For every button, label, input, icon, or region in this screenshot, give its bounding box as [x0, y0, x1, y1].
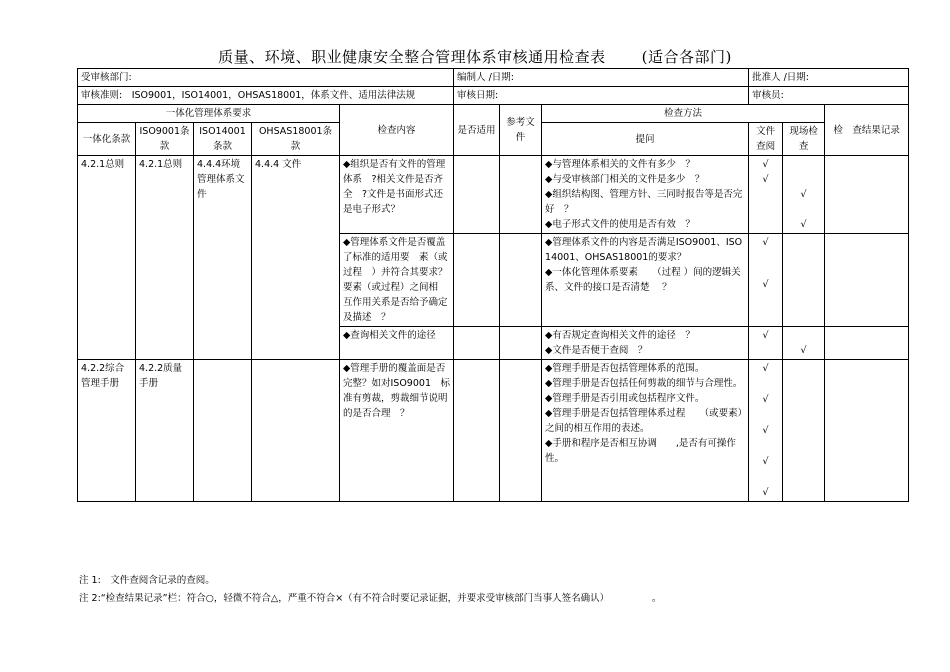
result-cell [825, 327, 909, 360]
doc-review-cell [749, 156, 783, 234]
question-line: ◆管理体系文件的内容是否满足ISO9001、ISO14001、OHSAS18001的要求？ [545, 237, 743, 263]
table-row [78, 360, 909, 502]
reference-cell [500, 327, 542, 360]
applicable-cell [454, 156, 500, 234]
question-line: ◆电子形式文件的使用是否有效 ？ [545, 219, 695, 230]
check-mark: √ [762, 456, 769, 467]
result-cell [825, 360, 909, 502]
question-line: ◆管理手册是否包括管理体系过程 （或要素）之间的相互作用的表述。 [545, 408, 743, 434]
question-cell [542, 360, 749, 502]
question-line: ◆与管理体系相关的文件有多少 ？ [545, 159, 695, 170]
ohsas-clause-cell: 4.4.4 文件 [252, 156, 340, 360]
site-check-cell [783, 156, 825, 234]
title-suffix: (适合各部门) [641, 48, 732, 66]
check-mark: √ [800, 219, 807, 230]
requirements-group-header: 一体化管理体系要求 [78, 105, 340, 123]
content-cell: ◆管理手册的覆盖面是否完整？如对ISO9001 标准有剪裁，剪裁细节说明的是否合理 ？ [340, 360, 454, 502]
result-cell [825, 234, 909, 327]
content-cell: ◆查询相关文件的途径 [340, 327, 454, 360]
editor-cell: 编制人 /日期: [454, 69, 749, 87]
iso9001-clause-cell: 4.2.1总则 [136, 156, 194, 360]
auditor-cell: 审核员: [749, 87, 909, 105]
ohsas-header: OHSAS18001条款 [252, 123, 340, 156]
question-line: ◆管理手册是否包括管理体系的范围。 [545, 363, 705, 374]
dept-cell: 受审核部门: [78, 69, 454, 87]
criteria-cell: 审核准则: ISO9001，ISO14001，OHSAS18001，体系文件、适用法律法规 [78, 87, 454, 105]
question-line: ◆管理手册是否包括任何剪裁的细节与合理性。 [545, 378, 743, 389]
doc-review-cell [749, 234, 783, 327]
iso14001-clause-cell [194, 360, 252, 502]
table-row [78, 156, 909, 234]
reference-header: 参考文件 [500, 105, 542, 156]
checklist-table [77, 68, 909, 502]
check-mark: √ [762, 394, 769, 405]
integrated-clause-cell: 4.2.2综合管理手册 [78, 360, 136, 502]
applicable-cell [454, 327, 500, 360]
question-line: ◆一体化管理体系要素 （过程 ）间的逻辑关系、文件的接口是否清楚 ？ [545, 267, 741, 293]
reference-cell [500, 360, 542, 502]
question-cell [542, 156, 749, 234]
question-line: ◆与受审核部门相关的文件是多少 ？ [545, 174, 705, 185]
site-check-header: 现场检查 [783, 123, 825, 156]
check-mark: √ [762, 174, 769, 185]
approver-cell: 批准人 /日期: [749, 69, 909, 87]
check-mark: √ [762, 330, 769, 341]
site-check-cell [783, 360, 825, 502]
check-mark: √ [762, 159, 769, 170]
applicable-header: 是否适用 [454, 105, 500, 156]
question-line: ◆手册和程序是否相互协调 ,是否有可操作性。 [545, 438, 736, 464]
footnote-1: 注 1: 文件查阅含记录的查阅。 [79, 575, 215, 586]
question-header: 提问 [542, 123, 749, 156]
site-check-cell [783, 234, 825, 327]
integrated-header: 一体化条款 [78, 123, 136, 156]
check-mark: √ [762, 363, 769, 374]
reference-cell [500, 156, 542, 234]
question-line: ◆组织结构图、管理方针、三同时报告等是否完好 ？ [545, 189, 743, 215]
question-cell [542, 234, 749, 327]
check-mark: √ [762, 237, 769, 248]
content-header: 检查内容 [340, 105, 454, 156]
document-title [0, 46, 950, 67]
integrated-clause-cell: 4.2.1总则 [78, 156, 136, 360]
result-cell [825, 156, 909, 234]
applicable-cell [454, 360, 500, 502]
header-row-1 [78, 69, 909, 87]
method-group-header: 检查方法 [542, 105, 825, 123]
question-cell [542, 327, 749, 360]
reference-cell [500, 234, 542, 327]
check-mark: √ [762, 279, 769, 290]
doc-review-header: 文件查阅 [749, 123, 783, 156]
doc-review-cell [749, 360, 783, 502]
content-cell: ◆管理体系文件是否覆盖了标准的适用要 素（或过程 ）并符合其要求？要素（或过程）之间相 互作用关系是否给予确定及描述 ？ [340, 234, 454, 327]
iso9001-header: ISO9001条款 [136, 123, 194, 156]
question-line: ◆文件是否便于查阅 ？ [545, 345, 648, 356]
check-mark: √ [800, 189, 807, 200]
title-main: 质量、环境、职业健康安全整合管理体系审核通用检查表 [218, 48, 606, 66]
content-cell: ◆组织是否有文件的管理体系 ?相关文件是否齐全 ?文件是书面形式还是电子形式？ [340, 156, 454, 234]
applicable-cell [454, 234, 500, 327]
ohsas-clause-cell [252, 360, 340, 502]
iso9001-clause-cell: 4.2.2质量手册 [136, 360, 194, 502]
iso14001-clause-cell: 4.4.4环境管理体系文件 [194, 156, 252, 360]
result-header: 检 查结果记录 [825, 105, 909, 156]
question-line: ◆管理手册是否引用或包括程序文件。 [545, 393, 705, 404]
doc-review-cell [749, 327, 783, 360]
check-mark: √ [800, 345, 807, 356]
check-mark: √ [762, 425, 769, 436]
header-row-2 [78, 87, 909, 105]
iso14001-header: ISO14001条款 [194, 123, 252, 156]
check-mark: √ [762, 487, 769, 498]
site-check-cell [783, 327, 825, 360]
question-line: ◆有否规定查询相关文件的途径 ？ [545, 330, 695, 341]
column-group-row [78, 105, 909, 123]
audit-date-cell: 审核日期: [454, 87, 749, 105]
footnote-2: 注 2:“检查结果记录”栏：符合○，轻微不符合△，严重不符合×（有不符合时要记录证据，并要求受审核部门当事人签名确认） 。 [79, 593, 662, 604]
